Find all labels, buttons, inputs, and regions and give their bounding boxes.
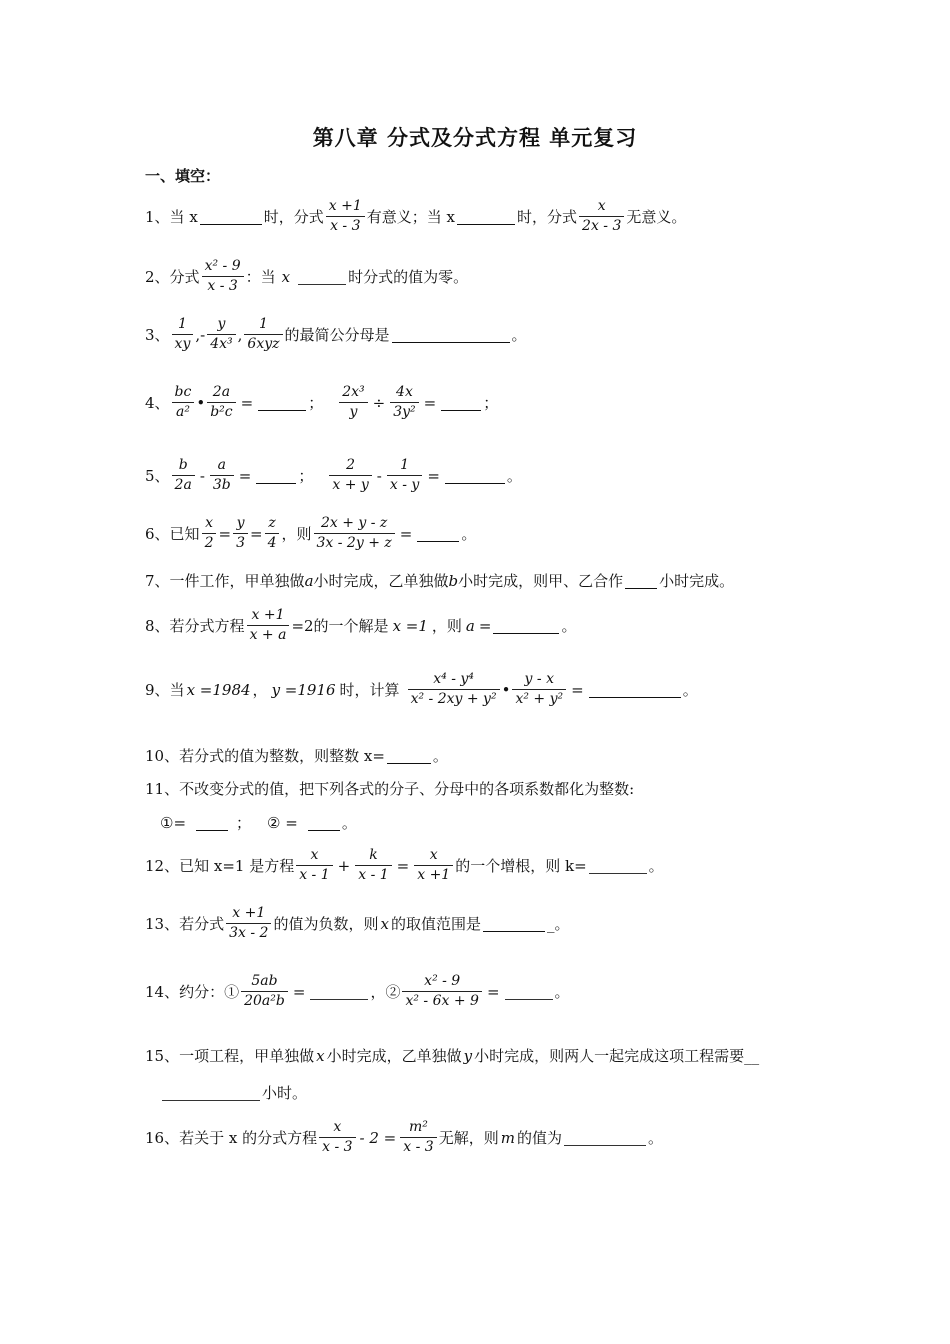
fraction: y 4x³ <box>207 315 235 354</box>
fraction: x² - 9 x - 3 <box>202 257 244 296</box>
answer-blank[interactable] <box>392 327 510 343</box>
answer-blank[interactable] <box>589 682 681 698</box>
answer-blank[interactable] <box>200 209 262 225</box>
question-11: 11、 不改变分式的值，把下列各式的分子、分母中的各项系数都化为整数: <box>145 780 635 798</box>
answer-blank[interactable] <box>445 468 505 484</box>
answer-blank[interactable] <box>308 815 340 831</box>
fraction: a 3b <box>210 456 234 495</box>
question-7: 7、 一件工作，甲单独做 a 小时完成，乙单独做 b 小时完成，则甲、乙合作 小时完成。 <box>145 571 735 590</box>
question-4: 4、 bc a² • 2a b²c = ； 2x³ y ÷ 4x 3y² = ； <box>145 384 499 420</box>
fraction: x x - 1 <box>296 846 332 885</box>
fraction: 1 x - y <box>387 456 422 495</box>
answer-blank[interactable] <box>196 815 228 831</box>
answer-blank[interactable] <box>589 858 647 874</box>
fraction: x⁴ - y⁴ x² - 2xy + y² <box>408 670 500 709</box>
answer-blank[interactable] <box>625 573 657 589</box>
fraction: 2a b²c <box>207 383 235 422</box>
fraction: x +1 x - 3 <box>326 197 365 236</box>
question-6: 6、 已知 x 2 = y 3 = z 4 ，则 2x + y - z 3x - 2y + z = 。 <box>145 515 477 551</box>
fraction: 2x³ y <box>339 383 367 422</box>
question-9: 9、 当 x =1984 ， y =1916 时，计算 x⁴ - y⁴ x² - 2xy + y² • y - x x² + y² = 。 <box>145 671 698 707</box>
fraction: 2 x + y <box>329 456 371 495</box>
answer-blank[interactable] <box>258 395 306 411</box>
fraction: x x - 3 <box>319 1118 355 1157</box>
answer-blank[interactable] <box>493 618 559 634</box>
fraction: x +1 x + a <box>247 606 290 645</box>
fraction: bc a² <box>172 383 195 422</box>
fraction: x +1 3x - 2 <box>226 904 271 943</box>
fraction: y - x x² + y² <box>512 670 566 709</box>
answer-blank[interactable] <box>417 526 459 542</box>
fraction: x x +1 <box>414 846 453 885</box>
answer-blank[interactable] <box>256 468 296 484</box>
answer-blank[interactable] <box>505 984 553 1000</box>
answer-blank[interactable] <box>310 984 368 1000</box>
fraction: 1 6xyz <box>244 315 282 354</box>
fraction: x 2 <box>202 514 217 553</box>
fraction: x 2x - 3 <box>579 197 624 236</box>
fraction: 4x 3y² <box>390 383 418 422</box>
question-5: 5、 b 2a - a 3b = ； 2 x + y - 1 x - y = 。 <box>145 457 522 493</box>
fraction: k x - 1 <box>355 846 391 885</box>
question-15: 15、 一项工程，甲单独做 x 小时完成，乙单独做 y 小时完成，则两人一起完成这项工程需要__ <box>145 1046 760 1065</box>
fraction: m² x - 3 <box>400 1118 436 1157</box>
question-14: 14、 约分：① 5ab 20a²b = ，② x² - 9 x² - 6x + 9 = 。 <box>145 973 570 1009</box>
answer-blank[interactable] <box>387 748 431 764</box>
answer-blank[interactable] <box>162 1085 260 1101</box>
fraction: 2x + y - z 3x - 2y + z <box>314 514 395 553</box>
answer-blank[interactable] <box>457 209 515 225</box>
page-title: 第八章 分式及分式方程 单元复习 <box>312 125 638 150</box>
question-1: 1、 当 x 时，分式 x +1 x - 3 有意义；当 x 时，分式 x 2x - 3 无意义。 <box>145 198 687 234</box>
fraction: z 4 <box>265 514 280 553</box>
section-heading: 一、填空： <box>145 167 221 185</box>
question-8: 8、 若分式方程 x +1 x + a =2的一个解是 x =1 ，则 a = 。 <box>145 607 577 643</box>
fraction: 1 xy <box>172 315 194 354</box>
question-12: 12、 已知 x=1 是方程 x x - 1 + k x - 1 = x x +1 的一个增根，则 k= 。 <box>145 847 664 883</box>
question-13: 13、 若分式 x +1 3x - 2 的值为负数，则 x 的取值范围是 _。 <box>145 905 570 941</box>
question-10: 10、 若分式的值为整数，则整数 x= 。 <box>145 747 448 765</box>
answer-blank[interactable] <box>441 395 481 411</box>
answer-blank[interactable] <box>483 916 545 932</box>
answer-blank[interactable] <box>564 1130 646 1146</box>
question-15-continued: 小时。 <box>160 1082 307 1103</box>
fraction: y 3 <box>233 514 248 553</box>
question-11-answers: ①= ； ② = 。 <box>160 813 357 832</box>
question-16: 16、 若关于 x 的分式方程 x x - 3 - 2 = m² x - 3 无解，则 m 的值为 。 <box>145 1119 663 1155</box>
fraction: b 2a <box>172 456 195 495</box>
fraction: 5ab 20a²b <box>241 972 288 1011</box>
answer-blank[interactable] <box>298 269 346 285</box>
question-2: 2、 分式 x² - 9 x - 3 ：当 x 时分式的值为零。 <box>145 258 469 294</box>
fraction: x² - 9 x² - 6x + 9 <box>402 972 481 1011</box>
question-3: 3、 1 xy ,- y 4x³ , 1 6xyz 的最简公分母是 。 <box>145 316 527 352</box>
